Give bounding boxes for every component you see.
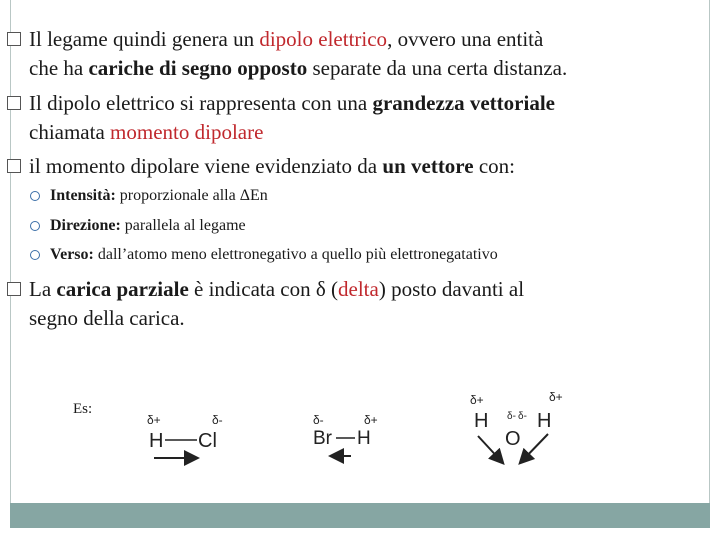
water-atom-h2: H <box>537 410 552 432</box>
water-delta-h2: δ+ <box>549 390 563 404</box>
text-run: Il dipolo elettrico si rappresenta con una <box>29 91 373 115</box>
text-run: il momento dipolare viene evidenziato da <box>29 154 383 178</box>
hcl-atom-h: H <box>149 430 164 452</box>
highlighted-term: momento dipolare <box>110 120 264 144</box>
text-run: , ovvero una entità <box>387 27 544 51</box>
text-run: con: <box>473 154 515 178</box>
text-run: che ha <box>29 56 89 80</box>
water-delta-o1: δ- <box>507 411 516 422</box>
hcl-delta-h: δ+ <box>147 413 161 427</box>
water-atom-o: O <box>505 428 521 450</box>
example-label: Es: <box>73 401 93 417</box>
hcl-delta-cl: δ- <box>212 413 223 427</box>
bold-term: cariche di segno opposto <box>88 56 308 80</box>
sub-item-text: proporzionale alla ΔEn <box>115 187 268 204</box>
water-delta-o2: δ- <box>518 411 527 422</box>
water-dipole-arrow-left <box>478 436 502 462</box>
text-run: segno della carica. <box>29 306 185 330</box>
sub-item-label: Verso: <box>50 246 94 263</box>
text-run: separate da una certa distanza. <box>307 56 568 80</box>
sub-item-text: parallela al legame <box>120 217 246 234</box>
highlighted-term: dipolo elettrico <box>259 27 388 51</box>
hbr-delta-br: δ- <box>313 413 324 427</box>
text-run: è indicata con δ ( <box>188 277 339 301</box>
hcl-atom-cl: Cl <box>198 430 217 452</box>
text-run: ) posto davanti al <box>378 277 525 301</box>
water-atom-h1: H <box>474 410 489 432</box>
water-delta-h1: δ+ <box>470 393 484 407</box>
bold-term: carica parziale <box>56 277 189 301</box>
highlighted-term: delta <box>338 277 379 301</box>
hbr-atom-br: Br <box>313 428 332 449</box>
sub-item-text: dall’atomo meno elettronegativo a quello più elettronegatativo <box>93 246 498 263</box>
sub-item-label: Direzione: <box>50 217 121 234</box>
text-run: Il legame quindi genera un <box>29 27 260 51</box>
text-run: chiamata <box>29 120 111 144</box>
bold-term: grandezza vettoriale <box>372 91 555 115</box>
hbr-delta-h: δ+ <box>364 413 378 427</box>
water-dipole-arrow-right <box>521 434 548 462</box>
hbr-atom-h: H <box>357 428 371 449</box>
text-run: La <box>29 277 57 301</box>
bold-term: un vettore <box>382 154 474 178</box>
sub-item-label: Intensità: <box>50 187 116 204</box>
